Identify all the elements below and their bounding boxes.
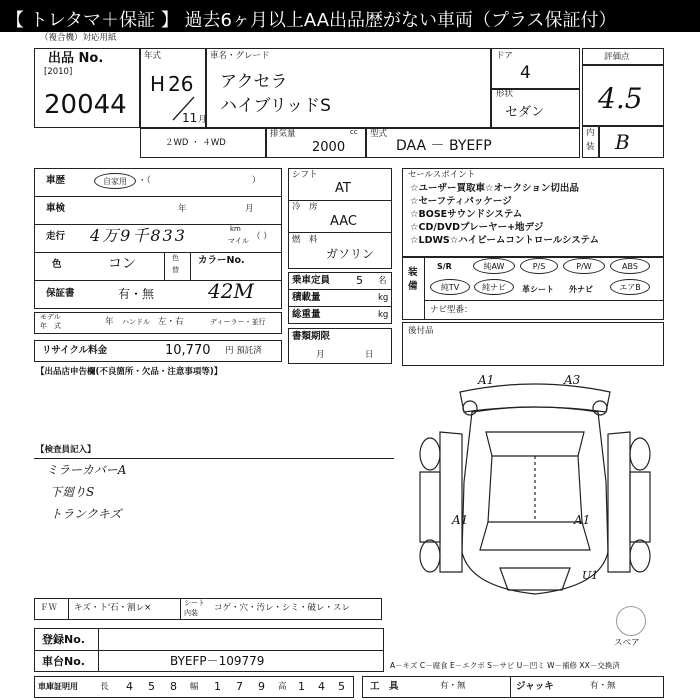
equipment-abs: ABS <box>610 258 650 274</box>
mileage-unit-mile: マイル <box>228 237 249 245</box>
year-era: H <box>150 72 166 96</box>
tools-value: 有・無 <box>440 681 466 691</box>
handle-value: 左・右 <box>158 317 184 327</box>
displacement-label: 排気量 <box>270 129 296 139</box>
displacement-value: 2000 <box>312 140 346 155</box>
displacement-unit: cc <box>350 128 358 136</box>
model-label: 車名・グレード <box>210 51 270 61</box>
doors-label: ドア <box>496 51 513 61</box>
shape-value: セダン <box>505 105 545 120</box>
fw-label: ＦＷ <box>40 603 58 613</box>
header-banner: 【 トレタマ＋保証 】 過去6ヶ月以上AA出品歴がない車両（プラス保証付） <box>0 0 700 32</box>
score-label: 評価点 <box>604 52 630 62</box>
model-year-unit: 年 <box>105 317 114 327</box>
ac-value: AAC <box>330 214 357 229</box>
fuel-value: ガソリン <box>326 247 375 261</box>
inspector-note: 下廻りS <box>50 485 95 499</box>
color-label: 色 <box>52 259 62 270</box>
inspector-note: ミラーカバーA <box>46 463 127 477</box>
model-year-label-1: モデル <box>40 313 61 321</box>
spare-tire-icon <box>616 606 646 636</box>
model-grade: ハイブリッドS <box>220 96 331 116</box>
fuel-label: 燃 料 <box>292 235 318 245</box>
score-value: 4.5 <box>598 82 643 115</box>
equipment-label-2: 備 <box>408 281 418 292</box>
interior-label-2: 装 <box>586 142 595 152</box>
color-code-value: 42M <box>208 279 254 303</box>
mileage-value: 4万9千833 <box>90 226 187 245</box>
year-label: 年式 <box>144 51 162 61</box>
equipment-sunroof: S/R <box>437 262 452 271</box>
equipment-airbag: エアB <box>610 279 650 295</box>
color-value: コン <box>108 256 136 272</box>
after-install-box <box>402 322 664 366</box>
recycle-label: リサイクル料金 <box>42 345 108 356</box>
drive-text: ２WD ・ ４WD <box>165 138 226 148</box>
color-change-1: 色 <box>172 254 179 262</box>
damage-mark: A1 <box>574 513 591 527</box>
equipment-tv: 純TV <box>430 279 470 295</box>
history-circled: 自家用 <box>94 173 136 189</box>
cert-char: 4 <box>126 680 133 693</box>
declaration-label: 【出品店申告欄(不良箇所・欠品・注意事項等)】 <box>36 367 223 377</box>
equipment-label-1: 装 <box>408 267 418 278</box>
equipment-power-steering: P/S <box>520 258 558 274</box>
spare-label: スペア <box>614 638 640 648</box>
mileage-label: 走行 <box>46 231 66 242</box>
doors-value: 4 <box>520 63 531 83</box>
cert-char: 高 <box>278 682 287 692</box>
type-label: 型式 <box>370 129 388 139</box>
shift-value: AT <box>335 181 351 196</box>
capacity-value: 5 <box>356 274 363 287</box>
inspection-label: 車検 <box>46 203 66 214</box>
history-close: ） <box>252 176 261 186</box>
warranty-label: 保証書 <box>46 288 75 299</box>
history-rest: ・（ <box>138 176 151 186</box>
inspector-note: トランクキズ <box>50 507 122 521</box>
cert-char: 5 <box>338 680 345 693</box>
recycle-unit: 円 預託済 <box>225 346 262 356</box>
shape-label: 形状 <box>496 89 514 99</box>
chassis-value: BYEFP－109779 <box>170 654 265 668</box>
mileage-unit-km: km <box>230 225 241 233</box>
damage-mark: U1 <box>582 569 599 582</box>
ac-label: 冷 房 <box>292 202 318 212</box>
sales-points-label: セールスポイント <box>408 170 476 180</box>
car-damage-diagram <box>400 372 670 604</box>
weight-label: 総重量 <box>292 309 321 320</box>
capacity-unit: 名 <box>378 276 387 286</box>
sales-point-item: ☆LDWS☆ハイビームコントロールシステム <box>410 235 600 246</box>
garage-cert-label: 車庫証明用 <box>38 682 78 691</box>
model-name: アクセラ <box>220 72 288 92</box>
inspection-year: 年 <box>178 204 187 214</box>
year-month-unit: 月 <box>198 115 207 125</box>
color-change-2: 替 <box>172 266 179 274</box>
docs-label: 書類期限 <box>292 331 331 342</box>
lot-label: 出品 No. <box>48 51 104 66</box>
year-month: 11 <box>182 111 198 125</box>
cert-char: 7 <box>236 680 243 693</box>
mileage-paren: （ ） <box>252 232 272 242</box>
chassis-label: 車台No. <box>42 655 85 668</box>
dealer-label: ディーラー・並行 <box>210 318 266 326</box>
inspector-label: 【検査員記入】 <box>36 445 96 455</box>
sales-point-item: ☆ユーザー買取車☆オークション切出品 <box>410 183 579 194</box>
equipment-leather-seat: 革シート <box>522 285 554 294</box>
interior-value: B <box>615 130 630 154</box>
load-unit: kg <box>378 293 389 303</box>
tools-row <box>362 676 664 698</box>
seat-label-1: シート <box>184 599 205 607</box>
sales-point-item: ☆BOSEサウンドシステム <box>410 209 523 220</box>
navi-model-label: ナビ型番： <box>430 305 473 315</box>
seat-text: コゲ・穴・汚レ・シミ・破レ・スレ <box>214 603 351 613</box>
sales-point-item: ☆セーフティパッケージ <box>410 196 512 207</box>
registration-label: 登録No. <box>42 633 85 646</box>
shift-label: シフト <box>292 170 318 180</box>
cert-char: 8 <box>170 680 177 693</box>
equipment-aftermarket-navi: 外ナビ <box>569 285 593 294</box>
load-label: 積載量 <box>292 292 321 303</box>
inspection-month: 月 <box>245 204 254 214</box>
tools-label: 工 具 <box>370 681 399 692</box>
jack-label: ジャッキ <box>516 681 554 692</box>
handle-label: ハンドル <box>122 318 150 326</box>
interior-label-1: 内 <box>586 128 595 138</box>
equipment-alloy-wheel: 純AW <box>473 258 515 274</box>
damage-mark: A1 <box>478 373 495 387</box>
recycle-value: 10,770 <box>165 343 211 358</box>
cert-char: 長 <box>100 682 109 692</box>
after-install-label: 後付品 <box>408 326 434 336</box>
docs-day: 日 <box>365 350 374 360</box>
type-value: DAA － BYEFP <box>396 138 492 154</box>
cert-char: 4 <box>318 680 325 693</box>
damage-mark: A1 <box>452 513 469 527</box>
model-year-label-2: 年 式 <box>40 322 61 330</box>
equipment-power-window: P/W <box>563 258 605 274</box>
history-label: 車歴 <box>46 175 66 186</box>
cert-char: 5 <box>148 680 155 693</box>
docs-month: 月 <box>316 350 325 360</box>
cert-char: 1 <box>298 680 305 693</box>
weight-unit: kg <box>378 310 389 320</box>
seat-label-2: 内装 <box>184 609 198 617</box>
paper-note: （複合機）対応用紙 <box>40 33 117 43</box>
equipment-navi: 純ナビ <box>474 279 514 295</box>
capacity-label: 乗車定員 <box>292 275 331 286</box>
cert-char: 幅 <box>190 682 199 692</box>
sales-point-item: ☆CD/DVDプレーヤー+地デジ <box>410 222 544 233</box>
lot-year-tag: [2010] <box>44 67 73 77</box>
year-value: 26 <box>168 72 194 96</box>
warranty-value: 有・無 <box>118 287 155 301</box>
fw-text: キズ・ト'石・割レ× <box>74 603 152 613</box>
damage-legend: A－キズ C－腐食 E－エクボ S－サビ U－凹ミ W－補修 XX－交換済 <box>390 661 620 670</box>
jack-value: 有・無 <box>590 681 616 691</box>
cert-char: 9 <box>258 680 265 693</box>
lot-number: 20044 <box>44 90 127 120</box>
color-code-label: カラーNo. <box>198 255 245 266</box>
cert-char: 1 <box>214 680 221 693</box>
damage-mark: A3 <box>564 373 581 387</box>
